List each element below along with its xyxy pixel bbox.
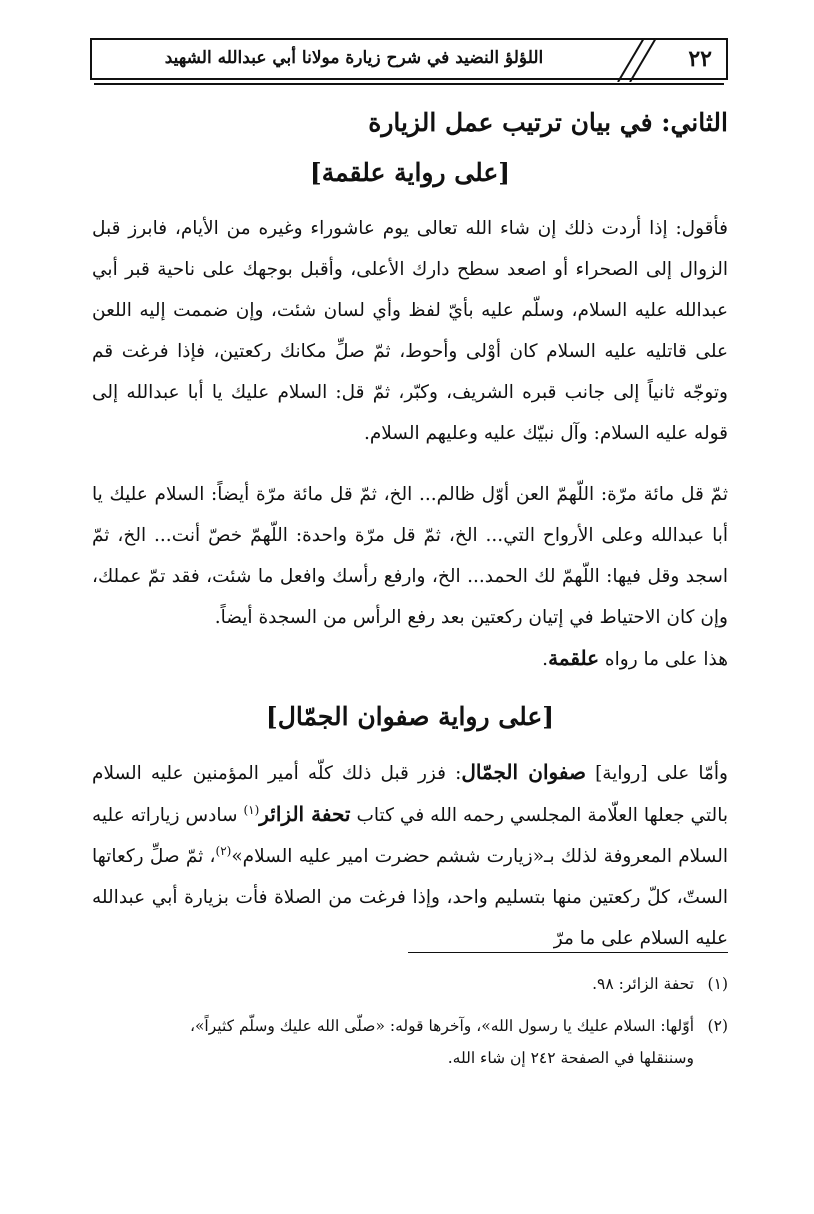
footnote-2-continued	[92, 1044, 728, 1072]
p4-part-a: وأمّا على [رواية]	[595, 763, 728, 784]
p4-part-b: : فزر قبل ذلك كلّه أمير المؤمنين عليه السلام بالتي جعلها العلّامة المجلسي رحمه الله في كتاب	[92, 763, 728, 826]
footnote-1	[92, 970, 728, 998]
p4-part-c: سادس زياراته عليه السلام المعروفة لذلك بـ«زيارت ششم حضرت امير عليه السلام»	[92, 805, 728, 867]
paragraph-2-block	[92, 474, 728, 638]
page-number: ٢٢	[688, 46, 712, 72]
p3-name: علقمة	[548, 646, 600, 670]
footnote-ref-1[interactable]: (١)	[243, 802, 260, 817]
paragraph-3	[92, 638, 728, 680]
footnote-2-text: أوّلها: السلام عليك يا رسول الله»، وآخرها قوله: «صلّى الله عليك وسلّم كثيراً»،	[189, 1017, 694, 1035]
p3-suffix: .	[542, 649, 549, 670]
paragraph-3-block	[92, 638, 728, 680]
subheading-safwan: [على رواية صفوان الجمّال]	[265, 702, 555, 731]
p4-part-d: ، ثمّ صلِّ ركعاتها الستّ، كلّ ركعتين منها بتسليم واحد، وإذا فرغت من الصلاة فأت بزيارة أبي عبدالله عليه السلام على ما مرّ	[92, 846, 728, 949]
running-title: اللؤلؤ النضيد في شرح زيارة مولانا أبي عبدالله الشهيد	[164, 48, 544, 68]
paragraph-4-block	[92, 752, 728, 959]
p4-name: صفوان الجمّال	[461, 760, 586, 784]
paragraph-1-block	[92, 208, 728, 454]
footnote-2-number: (٢)	[707, 1017, 728, 1035]
paragraph-2: ثمّ قل مائة مرّة: اللّهمّ العن أوّل ظالم... الخ، ثمّ قل مائة مرّة أيضاً: السلام عليك يا أبا عبدالله وعلى الأرواح التي... الخ، ثمّ قل مرّة واحدة: اللّهمّ خصّ أنت... الخ، ثمّ اسجد وقل فيها: اللّهمّ لك الحمد... الخ، وارفع رأسك وافعل ما شئت، فقد تمّ عملك، وإن كان الاحتياط في إتيان ركعتين بعد رفع الرأس من السجدة أيضاً.	[92, 484, 728, 628]
footnote-1-number: (١)	[707, 975, 728, 993]
footnote-2	[92, 1012, 728, 1040]
header-underline	[94, 83, 724, 85]
running-header	[90, 38, 728, 80]
p4-book: تحفة الزائر	[259, 802, 351, 826]
paragraph-4	[92, 752, 728, 959]
footnote-2-cont-text: وسننقلها في الصفحة ٢٤٢ إن شاء الله.	[447, 1049, 694, 1067]
subheading-alqama: [على رواية علقمة]	[309, 158, 511, 187]
footnote-1-text: تحفة الزائر: ٩٨.	[592, 975, 694, 993]
paragraph-1: فأقول: إذا أردت ذلك إن شاء الله تعالى يوم عاشوراء وغيره من الأيام، فابرز قبل الزوال إلى الصحراء أو اصعد سطح دارك الأعلى، وأقبل بوجهك على ناحية قبر أبي عبدالله عليه السلام، وسلّم عليه بأيّ لفظ وأي لسان شئت، وإن ضممت إليه اللعن على قاتليه عليه السلام كان أوْلى وأحوط، ثمّ صلِّ مكانك ركعتين، فإذا فرغت قم وتوجّه ثانياً إلى جانب قبره الشريف، وكبّر، ثمّ قل: السلام عليك يا أبا عبدالله إلى قوله عليه السلام: وآل نبيّك عليه وعليهم السلام.	[92, 218, 728, 444]
footnote-ref-2[interactable]: (٢)	[215, 843, 232, 858]
section-heading: الثاني: في بيان ترتيب عمل الزيارة	[368, 108, 728, 137]
p3-prefix: هذا على ما رواه	[604, 649, 728, 670]
footnote-separator	[408, 952, 728, 953]
